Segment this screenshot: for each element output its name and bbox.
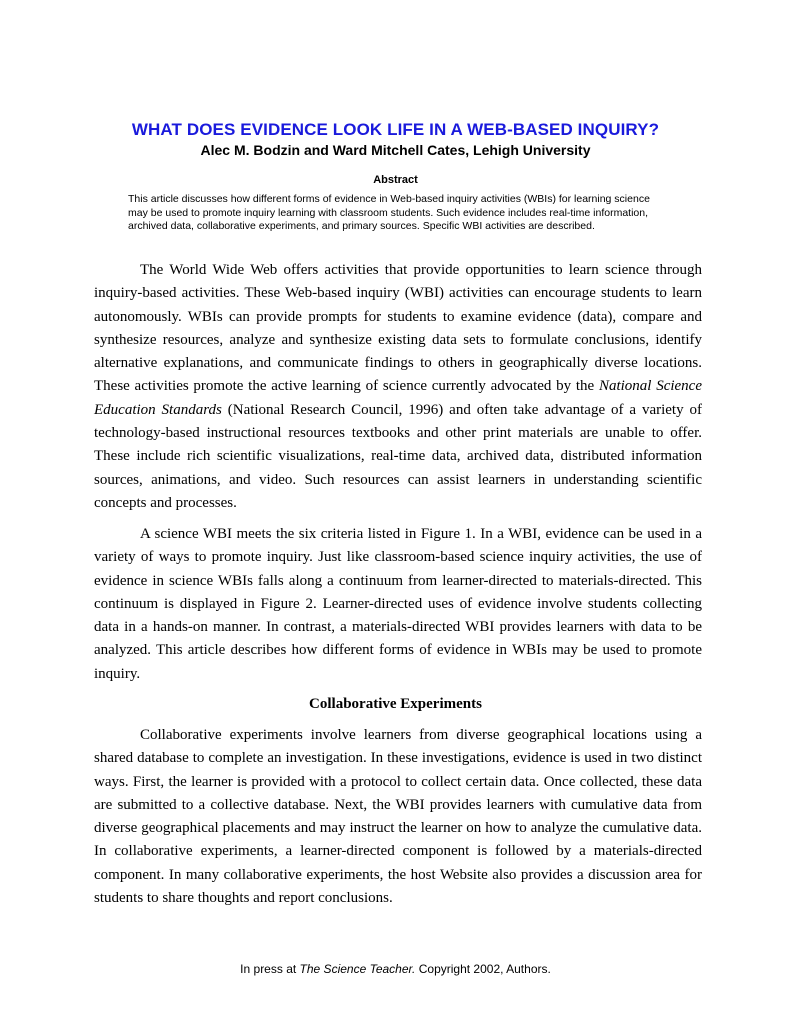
abstract-heading: Abstract (373, 174, 418, 186)
paragraph-2-text: A science WBI meets the six criteria listed in Figure 1. In a WBI, evidence can be used in a variety of ways to promote inquiry. Just like classroom-based science inquiry activities, the use of evidence in science WBIs falls along a continuum from learner-directed to materials-directed. This continuum is displayed in Figure 2. Learner-directed uses of evidence involve students collecting data in a hands-on manner. In contrast, a materials-directed WBI provides learners with data to be analyzed. This article describes how different forms of evidence in WBIs may be used to promote inquiry. (94, 526, 702, 682)
paper-authors: Alec M. Bodzin and Ward Mitchell Cates, Lehigh University (200, 142, 591, 158)
body-paragraph-2 (94, 523, 702, 686)
paragraph-1-italic-citation: National Science Education Standards (94, 378, 702, 418)
footer-text-b: Copyright 2002, Authors. (415, 962, 551, 976)
footer-journal-name: The Science Teacher. (299, 962, 416, 976)
paragraph-1-text-b: (National Research Council, 1996) and often take advantage of a variety of technology-based instructional resources textbooks and other print materials are unable to offer. These include rich scientific visualizations, real-time data, archived data, distributed information sources, animations, and video. Such resources can assist learners in understanding scientific concepts and processes. (94, 401, 702, 511)
footer-text-a: In press at (240, 962, 300, 976)
body-paragraph-1 (94, 259, 702, 515)
body-paragraph-3 (94, 724, 702, 910)
paper-title: WHAT DOES EVIDENCE LOOK LIFE IN A WEB-BASED INQUIRY? (131, 120, 660, 139)
section-heading: Collaborative Experiments (309, 696, 482, 712)
paragraph-3-text: Collaborative experiments involve learners from diverse geographical locations using a shared database to complete an investigation. In these investigations, evidence is used in two distinct ways. First, the learner is provided with a protocol to collect certain data. Once collected, these data are submitted to a collective database. Next, the WBI provides learners with cumulative data from diverse geographical placements and may instruct the learner on how to analyze the cumulative data. In collaborative experiments, a learner-directed component is followed by a materials-directed component. In many collaborative experiments, the host Website also provides a discussion area for students to share thoughts and report conclusions. (94, 727, 702, 907)
abstract-text: This article discusses how different forms of evidence in Web-based inquiry activities (WBIs) for learning science may be used to promote inquiry learning with classroom students. Such evidence includes real-time information, archived data, collaborative experiments, and primary sources. Specific WBI activities are described. (128, 193, 650, 232)
paragraph-1-text-a: The World Wide Web offers activities that provide opportunities to learn science through inquiry-based activities. These Web-based inquiry (WBI) activities can encourage students to learn autonomously. WBIs can provide prompts for students to examine evidence (data), compare and synthesize resources, analyze and synthesize existing data sets to formulate conclusions, identify alternative explanations, and communicate findings to others in geographically diverse locations. These activities promote the active learning of science currently advocated by the (94, 262, 702, 395)
page-footer (0, 962, 791, 976)
